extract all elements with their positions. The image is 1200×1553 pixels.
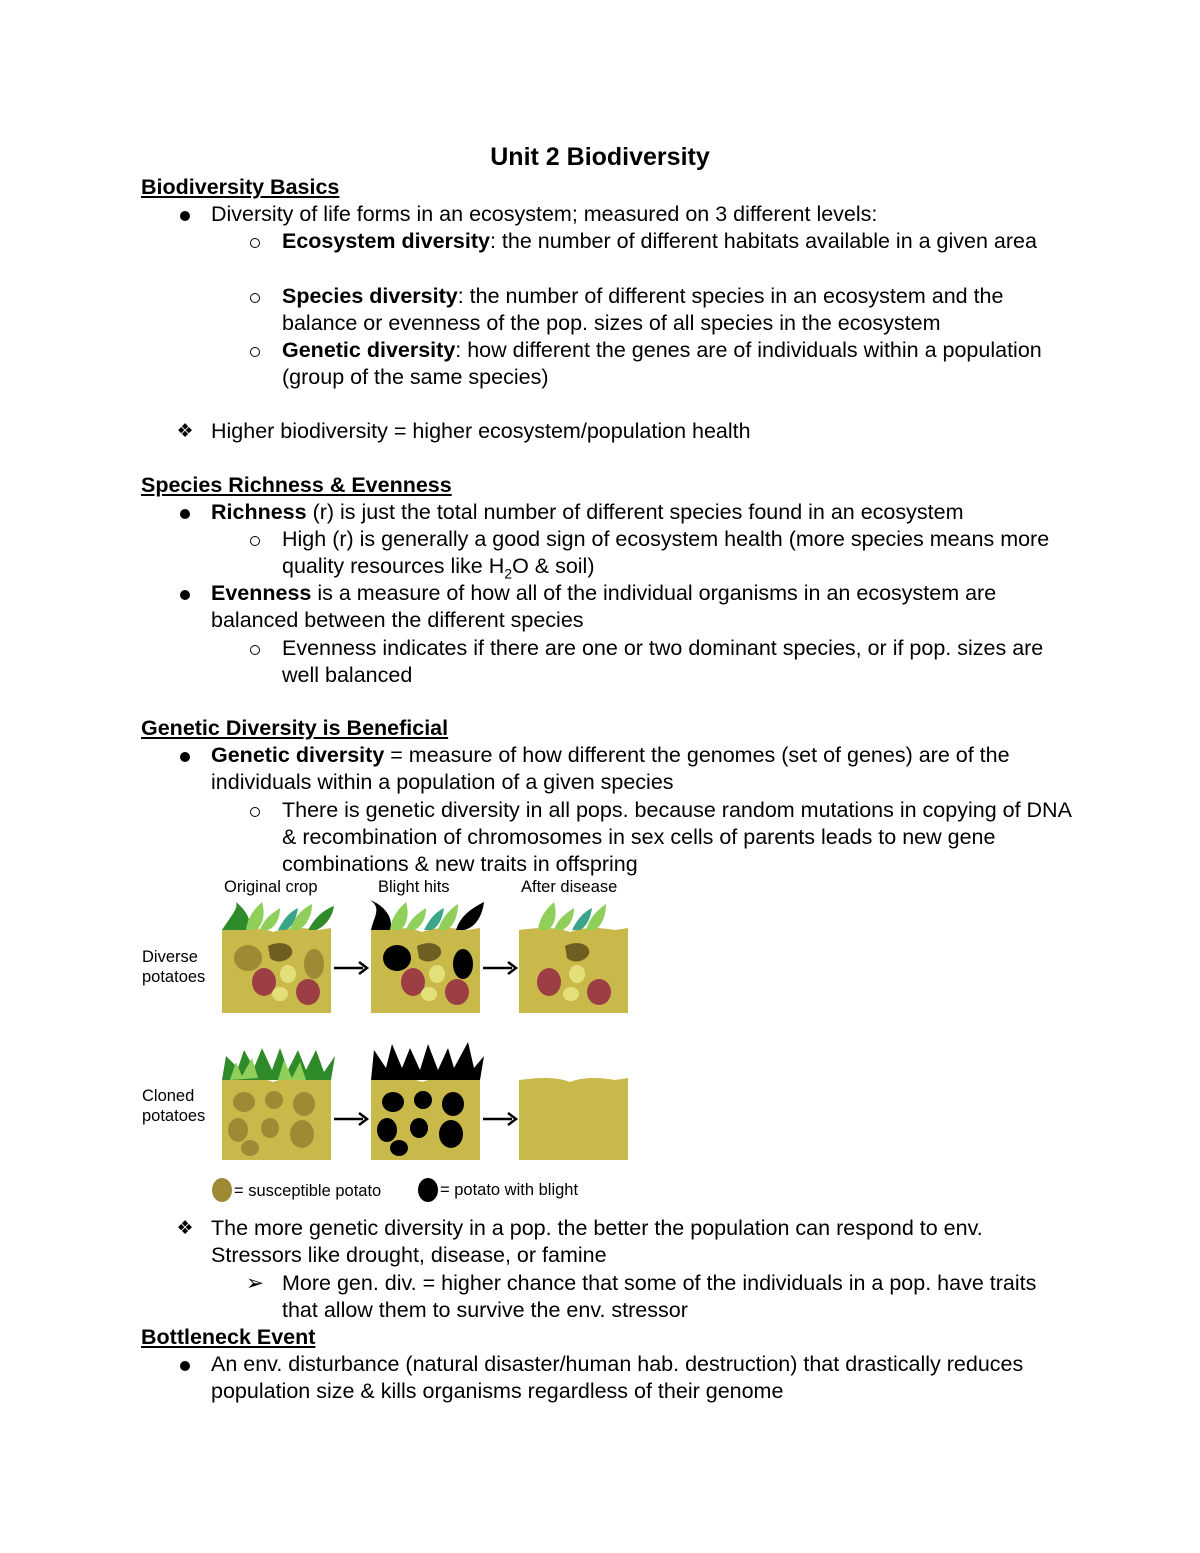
- section-heading-bottleneck: Bottleneck Event: [141, 1325, 316, 1349]
- term: Richness: [211, 500, 307, 524]
- bullet-icon: [180, 590, 190, 600]
- section-heading-genetic: Genetic Diversity is Beneficial: [141, 716, 449, 740]
- bullet-icon: [180, 1361, 190, 1371]
- arrow-bullet-icon: ➢: [245, 1271, 264, 1295]
- figure-graphic: [138, 872, 638, 1207]
- term: Genetic diversity: [211, 743, 385, 767]
- panel-cloned-blight: [371, 1042, 484, 1160]
- row-label: Cloned potatoes: [142, 1087, 206, 1125]
- diamond-bullet-icon: ❖: [176, 421, 194, 442]
- potato-blight-figure: [138, 872, 638, 1207]
- panel-cloned-after: [519, 1078, 628, 1160]
- term: Genetic diversity: [282, 338, 456, 362]
- circle-bullet-icon: [250, 238, 260, 248]
- bullet-icon: [180, 211, 190, 221]
- circle-bullet-icon: [250, 645, 260, 655]
- circle-bullet-icon: [250, 536, 260, 546]
- column-label: After disease: [521, 878, 618, 896]
- arrow-icon: [483, 962, 516, 974]
- susceptible-potato-icon: [212, 1178, 232, 1202]
- term: Evenness: [211, 581, 312, 605]
- arrow-icon: [334, 962, 367, 974]
- term: Species diversity: [282, 284, 458, 308]
- row-label: Diverse potatoes: [142, 948, 206, 986]
- section-heading-richness: Species Richness & Evenness: [141, 473, 452, 497]
- diamond-bullet-icon: ❖: [176, 1218, 194, 1239]
- panel-cloned-original: [222, 1048, 335, 1160]
- arrow-icon: [334, 1113, 367, 1125]
- section-heading-basics: Biodiversity Basics: [141, 175, 340, 199]
- document-page: Unit 2 Biodiversity Biodiversity Basics Diversity of life forms in an ecosystem; measured on 3 different levels: Ecosystem diversity: the number of different habitats available in a given area Species diversity: the number of different species in an ecosystem and the balance or evenness of the pop. sizes of all species in the ecosystem Genetic diversity: how different the genes are of individuals within a population (group of the same species) ❖ Higher biodiversity = higher ecosystem/population health Species Richness & Evenness Richness (r) is just the total number of different species found in an ecosystem High (r) is generally a good sign of ecosystem health (more species means more quality resources like $H_2O$ & soil) Evenness is a measure of how all of the individual organisms in an ecosystem are balanced between the different species Evenness indicates if there are one or two dominant species, or if pop. sizes are well balanced Genetic Diversity is Beneficial Genetic diversity = measure of how different the genomes (set of genes) are of the individuals within a population of a given species There is genetic diversity in all pops. because random mutations in copying of DNA & recombination of chromosomes in sex cells of parents leads to new gene combinations & new traits in offspring Original crop Blight hits After disease Diverse potatoes Cloned potatoes = susceptible potato = potato with blight ❖ The more genetic diversity in a pop. the better the population can respond to env. Stressors like drought, disease, or famine ➢ More gen. div. = higher chance that some of the individuals in a pop. have traits that allow them to survive the env. stressor Bottleneck Event An env. disturbance (natural disaster/human hab. destruction) that drastically reduces population size & kills organisms regardless of their genome: [0, 0, 1200, 1553]
- panel-diverse-after: [519, 902, 628, 1013]
- legend-susceptible: = susceptible potato: [234, 1182, 382, 1200]
- circle-bullet-icon: [250, 807, 260, 817]
- term: Ecosystem diversity: [282, 229, 490, 253]
- circle-bullet-icon: [250, 293, 260, 303]
- column-label: Original crop: [224, 878, 318, 896]
- page-title: Unit 2 Biodiversity: [490, 143, 710, 171]
- panel-diverse-blight: [370, 900, 484, 1013]
- panel-diverse-original: [222, 902, 334, 1013]
- blighted-potato-icon: [418, 1178, 438, 1202]
- bullet-icon: [180, 509, 190, 519]
- legend-blight: = potato with blight: [440, 1181, 579, 1199]
- column-label: Blight hits: [378, 878, 450, 896]
- arrow-icon: [483, 1113, 516, 1125]
- circle-bullet-icon: [250, 347, 260, 357]
- bullet-icon: [180, 752, 190, 762]
